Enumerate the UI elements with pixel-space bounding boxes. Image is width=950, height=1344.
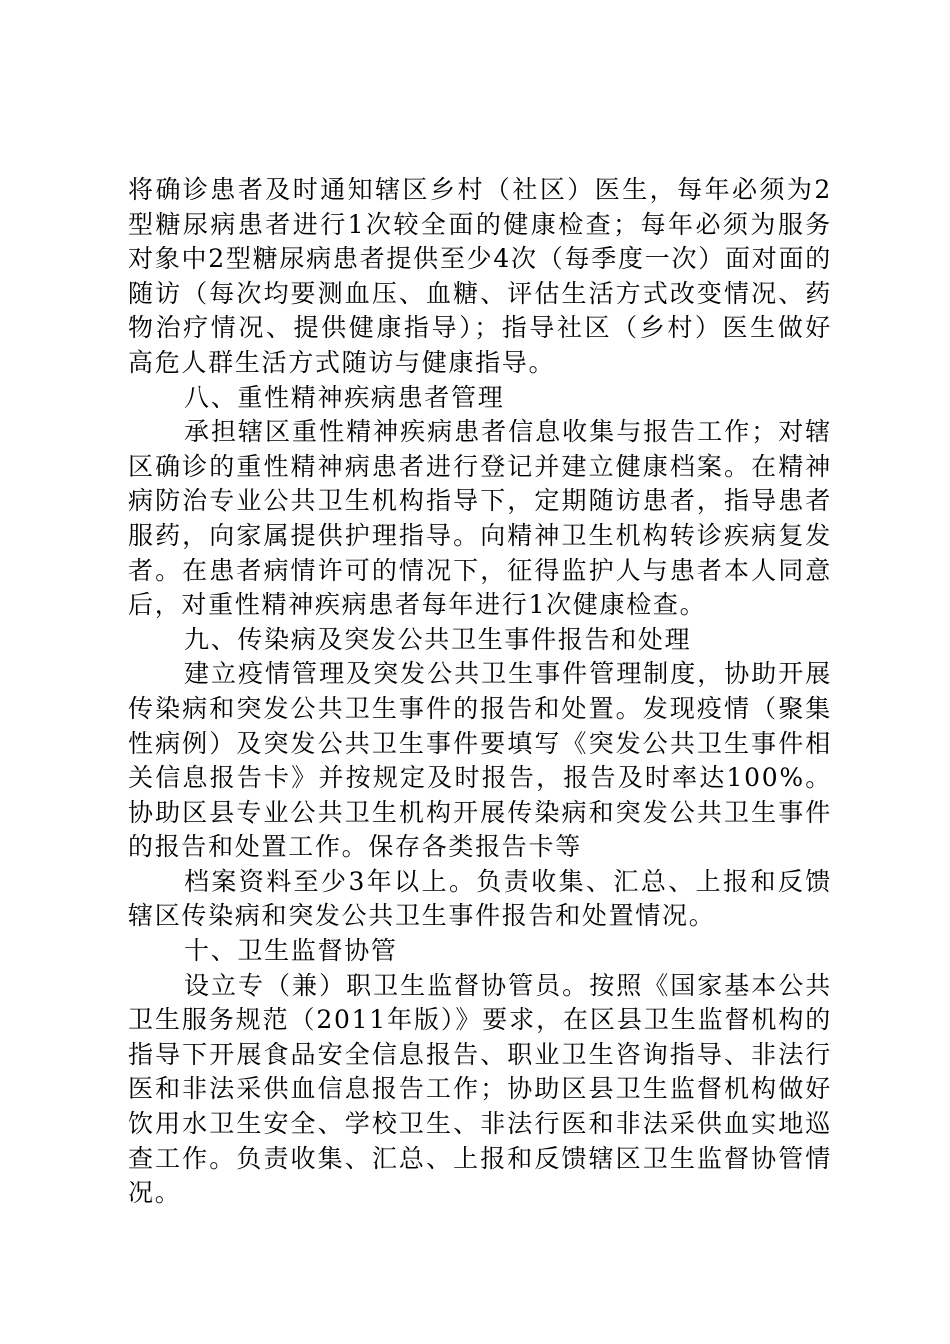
section-heading-8: 八、重性精神疾病患者管理 <box>184 382 505 412</box>
paragraph-health-supervision: 设立专（兼）职卫生监督协管员。按照《国家基本公共卫生服务规范（2011年版）》要求，在区县卫生监督机构的指导下开展食品安全信息报告、职业卫生咨询指导、非法行医和非法采供血信息报告工作；协助区县卫生监督机构做好饮用水卫生安全、学校卫生、非法行医和非法采供血实地巡查工作。负责收集、汇总、上报和反馈辖区卫生监督协管情况。 <box>128 970 832 1208</box>
section-heading-10: 十、卫生监督协管 <box>184 936 398 966</box>
paragraph-infectious-disease: 建立疫情管理及突发公共卫生事件管理制度，协助开展传染病和突发公共卫生事件的报告和处置。发现疫情（聚集性病例）及突发公共卫生事件要填写《突发公共卫生事件相关信息报告卡》并按规定及时报告，报告及时率达100%。协助区县专业公共卫生机构开展传染病和突发公共卫生事件的报告和处置工作。保存各类报告卡等 <box>128 659 832 862</box>
paragraph-mental-illness: 承担辖区重性精神疾病患者信息收集与报告工作；对辖区确诊的重性精神病患者进行登记并建立健康档案。在精神病防治专业公共卫生机构指导下，定期随访患者，指导患者服药，向家属提供护理指导。向精神卫生机构转诊疾病复发者。在患者病情许可的情况下，征得监护人与患者本人同意后，对重性精神疾病患者每年进行1次健康检查。 <box>128 417 832 620</box>
document-body <box>128 173 832 1211</box>
paragraph-diabetes-followup: 将确诊患者及时通知辖区乡村（社区）医生，每年必须为2型糖尿病患者进行1次较全面的健康检查；每年必须为服务对象中2型糖尿病患者提供至少4次（每季度一次）面对面的随访（每次均要测血压、血糖、评估生活方式改变情况、药物治疗情况、提供健康指导）；指导社区（乡村）医生做好高危人群生活方式随访与健康指导。 <box>128 175 832 377</box>
section-heading-9: 九、传染病及突发公共卫生事件报告和处理 <box>184 624 692 654</box>
paragraph-archive-retention: 档案资料至少3年以上。负责收集、汇总、上报和反馈辖区传染病和突发公共卫生事件报告和处置情况。 <box>128 866 832 931</box>
